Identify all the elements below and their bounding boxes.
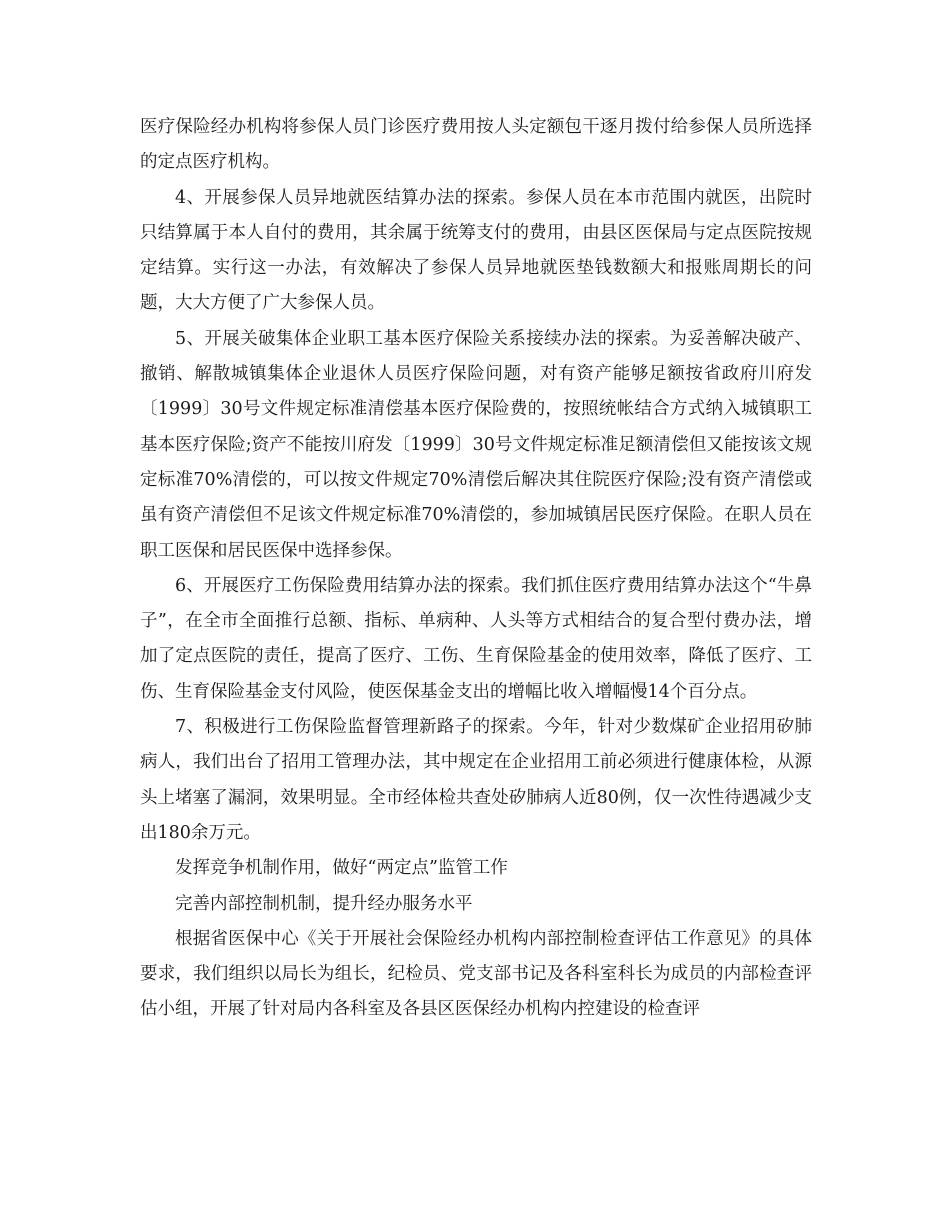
document-body (140, 110, 812, 1028)
paragraph-internal-control-body: 根据省医保中心《关于开展社会保险经办机构内部控制检查评估工作意见》的具体要求，我们组织以局长为组长，纪检员、党支部书记及各科室科长为成员的内部检查评估小组，开展了针对局内各科室及各县区医保经办机构内控建设的检查评 (140, 928, 812, 1020)
section-heading-internal-control: 完善内部控制机制，提升经办服务水平 (175, 893, 473, 914)
paragraph-item-7: 7、积极进行工伤保险监督管理新路子的探索。今年，针对少数煤矿企业招用矽肺病人，我们出台了招用工管理办法，其中规定在企业招用工前必须进行健康体检，从源头上堵塞了漏洞，效果明显。全市经体检共查处矽肺病人近80例，仅一次性待遇减少支出180余万元。 (140, 717, 812, 843)
paragraph-continuation: 医疗保险经办机构将参保人员门诊医疗费用按人头定额包干逐月拨付给参保人员所选择的定点医疗机构。 (140, 117, 812, 173)
paragraph-item-5: 5、开展关破集体企业职工基本医疗保险关系接续办法的探索。为妥善解决破产、撤销、解散城镇集体企业退休人员医疗保险问题，对有资产能够足额按省政府川府发〔1999〕30号文件规定标准清偿基本医疗保险费的，按照统帐结合方式纳入城镇职工基本医疗保险;资产不能按川府发〔1999〕30号文件规定标准足额清偿但又能按该文规定标准70%清偿的，可以按文件规定70%清偿后解决其住院医疗保险;没有资产清偿或虽有资产清偿但不足该文件规定标准70%清偿的，参加城镇居民医疗保险。在职人员在职工医保和居民医保中选择参保。 (140, 328, 812, 561)
paragraph-item-6: 6、开展医疗工伤保险费用结算办法的探索。我们抓住医疗费用结算办法这个“牛鼻子”，在全市全面推行总额、指标、单病种、人头等方式相结合的复合型付费办法，增加了定点医院的责任，提高了医疗、工伤、生育保险基金的使用效率，降低了医疗、工伤、生育保险基金支付风险，使医保基金支出的增幅比收入增幅慢14个百分点。 (140, 575, 812, 702)
paragraph-item-4: 4、开展参保人员异地就医结算办法的探索。参保人员在本市范围内就医，出院时只结算属于本人自付的费用，其余属于统筹支付的费用，由县区医保局与定点医院按规定结算。实行这一办法，有效解决了参保人员异地就医垫钱数额大和报账周期长的问题，大大方便了广大参保人员。 (140, 187, 812, 314)
section-heading-competition: 发挥竞争机制作用，做好“两定点”监管工作 (175, 858, 508, 879)
